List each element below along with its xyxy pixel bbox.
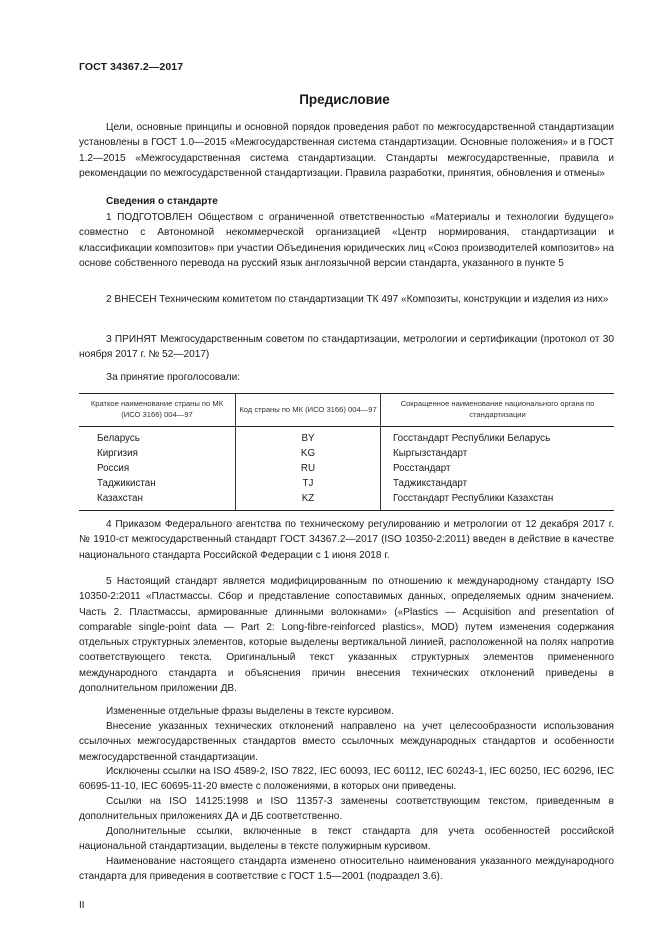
page-number: II (79, 900, 85, 911)
cell-code: KG (236, 446, 381, 461)
cell-code: TJ (236, 476, 381, 491)
item-1-paragraph: 1 ПОДГОТОВЛЕН Обществом с ограниченной ответственностью «Материалы и технологии будущего» совместно с Автономной некоммерческой организацией «Центр нормирования, стандартизации и классификации композитов» при участии Объединения юридических лиц «Союз производителей композитов» на основе собственного перевода на русский язык англоязычной версии стандарта, указанного в пункте 5 (79, 212, 614, 269)
document-id-header: ГОСТ 34367.2—2017 (79, 61, 184, 73)
item-5-paragraph: 5 Настоящий стандарт является модифицированным по отношению к международному стандарту ISO 10350-2:2011 «Пластмассы. Сбор и представление сопоставимых данных, определяемых одним значением. Часть 2. Пластмассы, армированные длинными волокнами» («Plastics — Acquisition and presentation of comparable single-point data — Part 2: Long-fibre-reinforced plastics», MOD) путем изменения содержания отдельных структурных элементов, которые выделены вертикальной линией, расположенной на полях напротив соответствующего текста. Оригинальный текст указанных структурных элементов примененного международного стандарта и объяснения причин внесения технических отклонений приведены в дополнительном приложении ДВ. (79, 576, 614, 695)
header-org: Сокращенное наименование национального органа по стандартизации (381, 394, 615, 427)
italic-note-paragraph: Измененные отдельные фразы выделены в тексте курсивом. (106, 706, 394, 717)
deviation-paragraph: Внесение указанных технических отклонений направлено на учет целесообразности использования ссылочных межгосударственных стандартов вместо ссылочных международных стандартов и особенности межгосударственной стандартизации. (79, 721, 614, 763)
cell-country: Казахстан (79, 491, 236, 511)
cell-org: Таджикстандарт (393, 478, 468, 489)
cell-org: Росстандарт (393, 463, 451, 474)
table-header-row (79, 394, 614, 427)
cell-org: Госстандарт Республики Беларусь (393, 433, 551, 444)
item-3-paragraph: 3 ПРИНЯТ Межгосударственным советом по стандартизации, метрологии и сертификации (протокол от 30 ноября 2017 г. № 52—2017) (79, 334, 614, 361)
voting-table (79, 393, 614, 511)
cell-country: Беларусь (79, 427, 236, 447)
name-change-paragraph: Наименование настоящего стандарта изменено относительно наименования указанного международного стандарта для приведения в соответствие с ГОСТ 1.5—2001 (подраздел 3.6). (79, 856, 614, 883)
header-code: Код страны по МК (ИСО 3166) 004—97 (236, 394, 381, 427)
item-4-paragraph: 4 Приказом Федерального агентства по техническому регулированию и метрологии от 12 декабря 2017 г. № 1910-ст межгосударственный стандарт ГОСТ 34367.2—2017 (ISO 10350-2:2011) введен в действие в качестве национального стандарта Российской Федерации с 1 июня 2018 г. (79, 519, 614, 561)
item-2-paragraph: 2 ВНЕСЕН Техническим комитетом по стандартизации ТК 497 «Композиты, конструкции и изделия из них» (106, 294, 609, 305)
cell-country: Киргизия (79, 446, 236, 461)
table-row (79, 491, 614, 511)
cell-country: Россия (79, 461, 236, 476)
table-row (79, 461, 614, 476)
cell-code: KZ (236, 491, 381, 511)
excluded-refs-paragraph: Исключены ссылки на ISO 4589-2, ISO 7822, IEC 60093, IEC 60112, IEC 60243-1, IEC 60250, IEC 60296, IEC 60695-11-10, IEC 60695-11-20 вместе с положениями, в которых они приведены. (79, 766, 614, 793)
additional-refs-paragraph: Дополнительные ссылки, включенные в текст стандарта для учета особенностей российской национальной стандартизации, выделены в тексте полужирным курсивом. (79, 826, 614, 853)
page-title: Предисловие (299, 92, 390, 107)
voted-label: За принятие проголосовали: (106, 372, 241, 383)
cell-org: Госстандарт Республики Казахстан (381, 491, 615, 511)
table-row (79, 446, 614, 461)
replaced-refs-paragraph: Ссылки на ISO 14125:1998 и ISO 11357-3 заменены соответствующим текстом, приведенным в дополнительных приложениях ДА и ДБ соответственно. (79, 796, 614, 823)
cell-country: Таджикистан (79, 476, 236, 491)
intro-paragraph: Цели, основные принципы и основной порядок проведения работ по межгосударственной стандартизации установлены в ГОСТ 1.0—2015 «Межгосударственная система стандартизации. Основные положения» и в ГОСТ 1.2—2015 «Межгосударственная система стандартизации. Стандарты межгосударственные, правила и рекомендации по межгосударственной стандартизации. Правила разработки, принятия, обновления и отмены» (79, 122, 614, 179)
table-row (79, 476, 614, 491)
section-title: Сведения о стандарте (106, 196, 218, 207)
header-country: Краткое наименование страны по МК (ИСО 3166) 004—97 (79, 394, 236, 427)
table-row (79, 427, 614, 447)
cell-code: BY (236, 427, 381, 447)
cell-code: RU (236, 461, 381, 476)
cell-org: Кыргызстандарт (393, 448, 468, 459)
